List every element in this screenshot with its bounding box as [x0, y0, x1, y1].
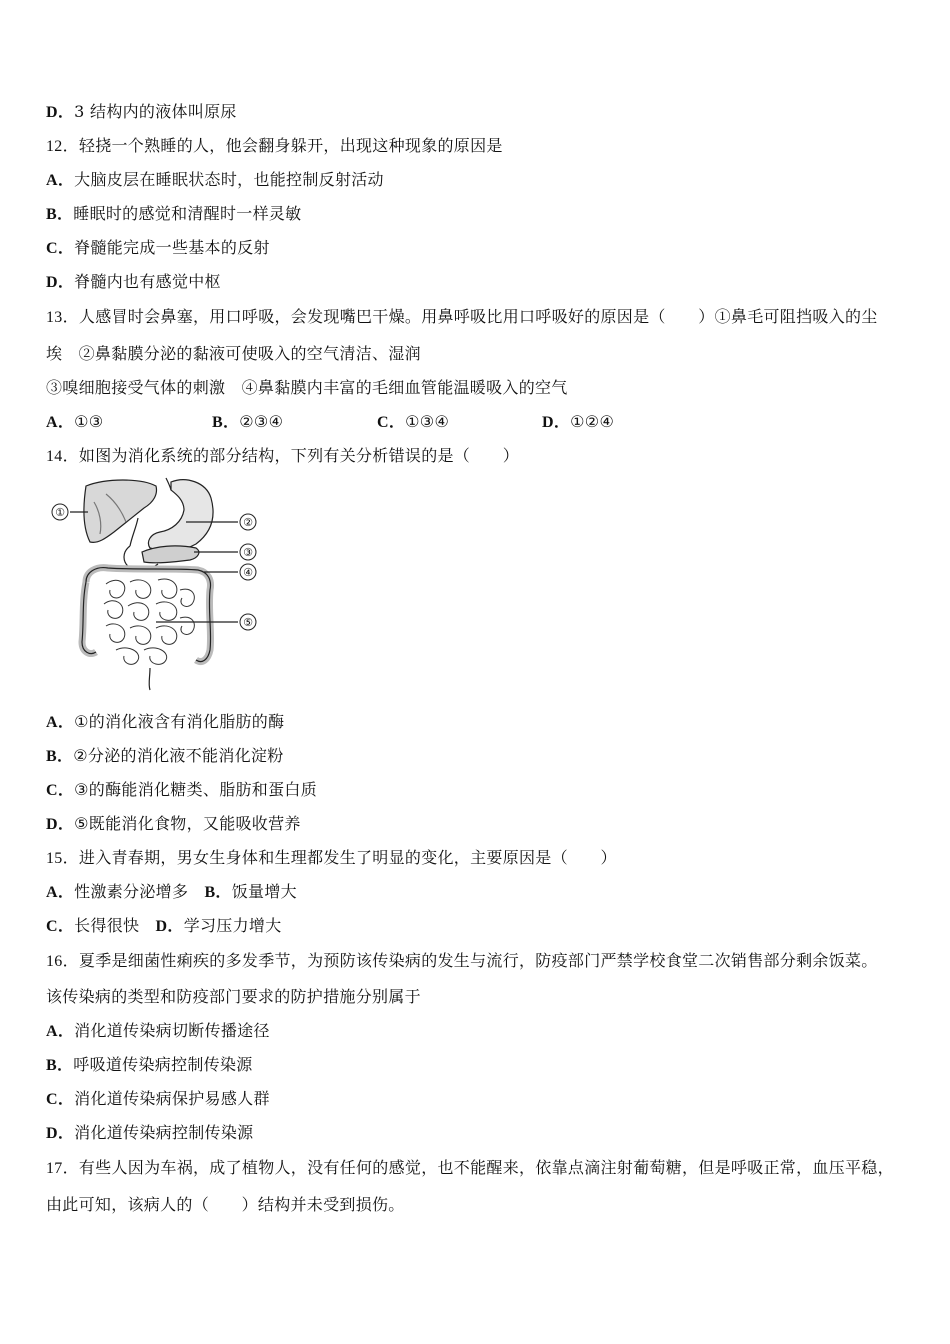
q12-option-b: B．睡眠时的感觉和清醒时一样灵敏 — [46, 204, 302, 223]
stomach-shape — [148, 480, 213, 551]
q16-stem-line-2: 该传染病的类型和防疫部门要求的防护措施分别属于 — [46, 987, 421, 1006]
q15-option-c: C．长得很快 — [46, 916, 140, 935]
q13-stem-line-1: 13．人感冒时会鼻塞，用口呼吸，会发现嘴巴干燥。用鼻呼吸比用口呼吸好的原因是（ ）①鼻毛可阻挡吸入的尘 — [46, 307, 878, 326]
q13-option-b: B．②③④ — [212, 412, 284, 431]
q14-stem: 14．如图为消化系统的部分结构，下列有关分析错误的是（ ） — [46, 446, 520, 465]
q14-option-d: D．⑤既能消化食物，又能吸收营养 — [46, 814, 301, 833]
q11-option-d: D．3 结构内的液体叫原尿 — [46, 102, 237, 121]
q16-option-b: B．呼吸道传染病控制传染源 — [46, 1055, 253, 1074]
q13-stem-line-3: ③嗅细胞接受气体的刺激 ④鼻黏膜内丰富的毛细血管能温暖吸入的空气 — [46, 378, 568, 397]
label-3: ③ — [243, 546, 253, 559]
q13-option-c: C．①③④ — [377, 412, 450, 431]
q13-stem-line-2: 埃 ②鼻黏膜分泌的黏液可使吸入的空气清洁、湿润 — [46, 344, 421, 363]
q12-option-d: D．脊髓内也有感觉中枢 — [46, 272, 221, 291]
q17-stem-line-2: 由此可知，该病人的（ ）结构并未受到损伤。 — [46, 1195, 405, 1214]
q13-options-row — [46, 412, 614, 433]
q15-stem: 15．进入青春期，男女生身体和生理都发生了明显的变化，主要原因是（ ） — [46, 848, 617, 867]
q15-option-d: D．学习压力增大 — [155, 916, 282, 935]
q14-option-c: C．③的酶能消化糖类、脂肪和蛋白质 — [46, 780, 318, 799]
q15-options-row-1 — [46, 882, 297, 903]
label-4: ④ — [243, 566, 253, 579]
q13-option-a: A．①③ — [46, 412, 104, 431]
q14-option-a: A．①的消化液含有消化脂肪的酶 — [46, 712, 285, 731]
q15-option-b: B．饭量增大 — [204, 882, 297, 901]
q17-stem-line-1: 17．有些人因为车祸，成了植物人，没有任何的感觉，也不能醒来，依靠点滴注射葡萄糖，但是呼吸正常，血压平稳， — [46, 1158, 894, 1177]
q16-option-c: C．消化道传染病保护易感人群 — [46, 1089, 270, 1108]
q14-option-b: B．②分泌的消化液不能消化淀粉 — [46, 746, 284, 765]
q15-options-row-2 — [46, 916, 282, 937]
q13-option-d: D．①②④ — [542, 412, 615, 431]
q16-option-d: D．消化道传染病控制传染源 — [46, 1123, 254, 1142]
label-5: ⑤ — [243, 616, 253, 629]
label-2: ② — [243, 516, 253, 529]
pancreas-shape — [142, 546, 199, 563]
digestive-system-figure — [46, 472, 271, 692]
q12-option-c: C．脊髓能完成一些基本的反射 — [46, 238, 270, 257]
q12-stem: 12．轻挠一个熟睡的人，他会翻身躲开，出现这种现象的原因是 — [46, 136, 503, 155]
q16-option-a: A．消化道传染病切断传播途径 — [46, 1021, 270, 1040]
digestive-system-diagram — [46, 472, 271, 692]
q15-option-a: A．性激素分泌增多 — [46, 882, 189, 901]
q16-stem-line-1: 16．夏季是细菌性痢疾的多发季节，为预防该传染病的发生与流行，防疫部门严禁学校食堂二次销售部分剩余饭菜。 — [46, 951, 878, 970]
label-1: ① — [55, 506, 65, 519]
q12-option-a: A．大脑皮层在睡眠状态时，也能控制反射活动 — [46, 170, 384, 189]
